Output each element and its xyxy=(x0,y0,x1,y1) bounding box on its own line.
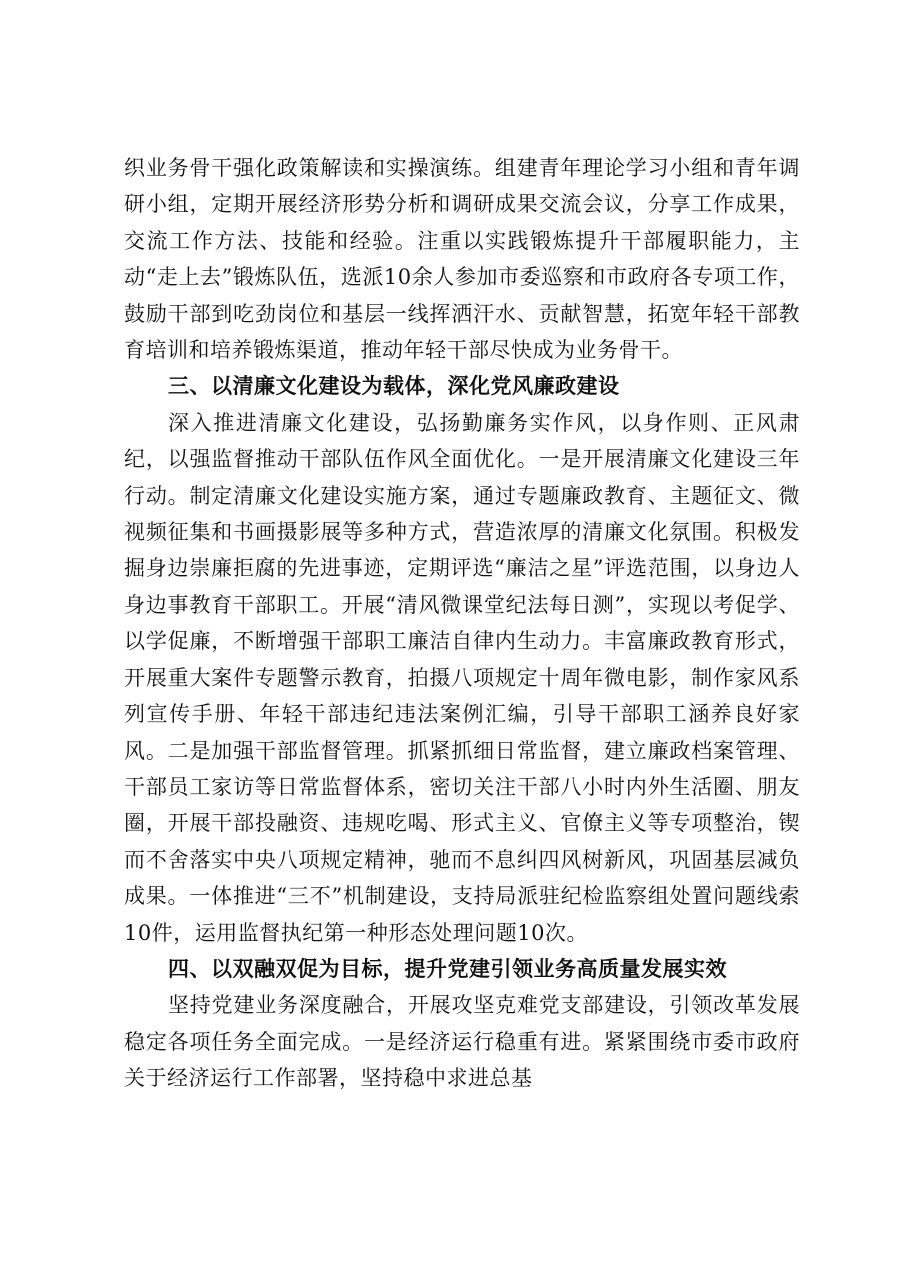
paragraph-clean-culture: 深入推进清廉文化建设，弘扬勤廉务实作风，以身作则、正风肃纪，以强监督推动干部队伍作风全面优化。一是开展清廉文化建设三年行动。制定清廉文化建设实施方案，通过专题廉政教育、主题征文、微视频征集和书画摄影展等多种方式，营造浓厚的清廉文化氛围。积极发掘身边崇廉拒腐的先进事迹，定期评选“廉洁之星”评选范围，以身边人身边事教育干部职工。开展“清风微课堂纪法每日测”，实现以考促学、以学促廉，不断增强干部职工廉洁自律内生动力。丰富廉政教育形式，开展重大案件专题警示教育，拍摄八项规定十周年微电影，制作家风系列宣传手册、年轻干部违纪违法案例汇编，引导干部职工涵养良好家风。二是加强干部监督管理。抓紧抓细日常监督，建立廉政档案管理、干部员工家访等日常监督体系，密切关注干部八小时内外生活圈、朋友圈，开展干部投融资、违规吃喝、形式主义、官僚主义等专项整治，锲而不舍落实中央八项规定精神，驰而不息纠四风树新风，巩固基层减负成果。一体推进“三不”机制建设，支持局派驻纪检监察组处置问题线索10件，运用监督执纪第一种形态处理问题10次。 xyxy=(124,410,800,945)
document-body xyxy=(124,150,800,1097)
paragraph-cadre-training: 织业务骨干强化政策解读和实操演练。组建青年理论学习小组和青年调研小组，定期开展经济形势分析和调研成果交流会议，分享工作成果，交流工作方法、技能和经验。注重以实践锻炼提升干部履职能力，主动“走上去”锻炼队伍，选派10余人参加市委巡察和市政府各专项工作，鼓励干部到吃劲岗位和基层一线挥洒汗水、贡献智慧，拓宽年轻干部教育培训和培养锻炼渠道，推动年轻干部尽快成为业务骨干。 xyxy=(124,156,800,363)
paragraph-party-building: 坚持党建业务深度融合，开展攻坚克难党支部建设，引领改革发展稳定各项任务全面完成。一是经济运行稳重有进。紧紧围绕市委市政府关于经济运行工作部署，坚持稳中求进总基 xyxy=(124,993,800,1091)
section-heading-4: 四、以双融双促为目标，提升党建引领业务高质量发展实效 xyxy=(168,956,727,981)
section-heading-3: 三、以清廉文化建设为载体，深化党风廉政建设 xyxy=(168,374,620,399)
